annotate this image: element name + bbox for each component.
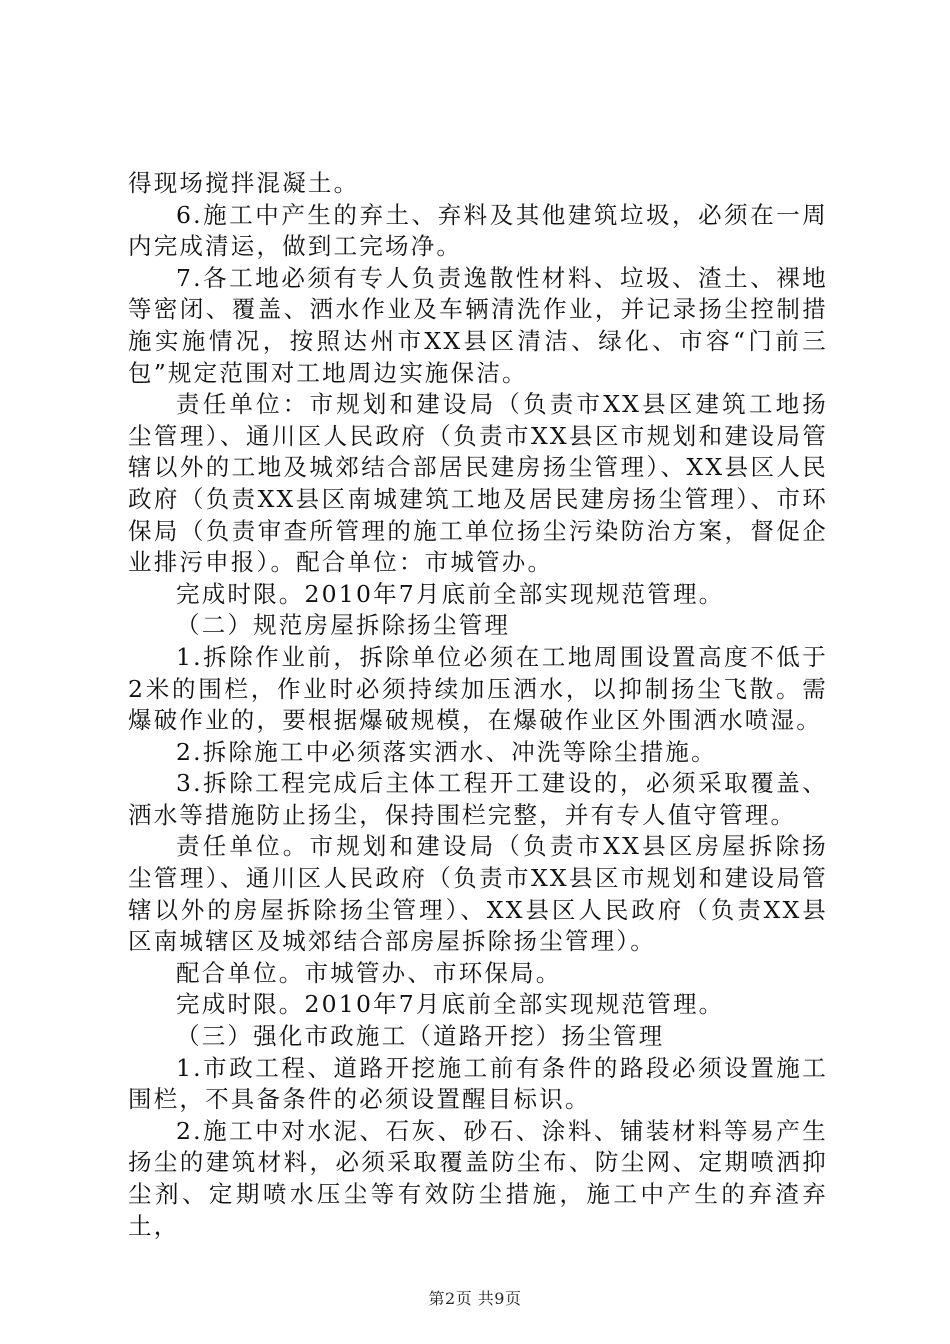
paragraph-item-6: 6.施工中产生的弃土、弃料及其他建筑垃圾，必须在一周内完成清运，做到工完场净。 xyxy=(128,200,828,261)
paragraph-item-7: 7.各工地必须有专人负责逸散性材料、垃圾、渣土、裸地等密闭、覆盖、洒水作业及车辆清洗作业，并记录扬尘控制措施实施情况，按照达州市XX县区清洁、绿化、市容“门前三包”规定范围对工地周边实施保洁。 xyxy=(128,263,828,387)
paragraph-continuation: 得现场搅拌混凝土。 xyxy=(128,169,360,197)
paragraph-responsible-units-1: 责任单位：市规划和建设局（负责市XX县区建筑工地扬尘管理）、通川区人民政府（负责市XX县区市规划和建设局管辖以外的工地及城郊结合部居民建房扬尘管理）、XX县区人民政府（负责XX县区南城建筑工地及居民建房扬尘管理）、市环保局（负责审查所管理的施工单位扬尘污染防治方案，督促企业排污申报）。配合单位：市城管办。 xyxy=(128,390,828,577)
document-body xyxy=(128,168,828,1242)
page-number: 第2页 共9页 xyxy=(428,1289,522,1308)
paragraph-demolition-item-1: 1.拆除作业前，拆除单位必须在工地周围设置高度不低于2米的围栏，作业时必须持续加压洒水，以抑制扬尘飞散。需爆破作业的，要根据爆破规模，在爆破作业区外围洒水喷湿。 xyxy=(128,642,828,735)
section-heading-3: （三）强化市政施工（道路开挖）扬尘管理 xyxy=(176,1022,665,1051)
paragraph-deadline-2: 完成时限。2010年7月底前全部实现规范管理。 xyxy=(176,990,725,1019)
section-heading-2: （二）规范房屋拆除扬尘管理 xyxy=(176,611,511,640)
paragraph-responsible-units-2: 责任单位。市规划和建设局（负责市XX县区房屋拆除扬尘管理）、通川区人民政府（负责市XX县区市规划和建设局管辖以外的房屋拆除扬尘管理）、XX县区人民政府（负责XX县区南城辖区及城郊结合部房屋拆除扬尘管理）。 xyxy=(128,832,828,956)
paragraph-demolition-item-2: 2.拆除施工中必须落实洒水、冲洗等除尘措施。 xyxy=(176,737,717,766)
paragraph-demolition-item-3: 3.拆除工程完成后主体工程开工建设的，必须采取覆盖、洒水等措施防止扬尘，保持围栏完整，并有专人值守管理。 xyxy=(128,769,828,829)
paragraph-municipal-item-1: 1.市政工程、道路开挖施工前有条件的路段必须设置施工围栏，不具备条件的必须设置醒目标识。 xyxy=(128,1053,828,1114)
paragraph-municipal-item-2: 2.施工中对水泥、石灰、砂石、涂料、铺装材料等易产生扬尘的建筑材料，必须采取覆盖防尘布、防尘网、定期喷洒抑尘剂、定期喷水压尘等有效防尘措施，施工中产生的弃渣弃土， xyxy=(128,1116,828,1240)
paragraph-deadline-1: 完成时限。2010年7月底前全部实现规范管理。 xyxy=(176,579,725,608)
paragraph-cooperating-units-2: 配合单位。市城管办、市环保局。 xyxy=(176,958,562,987)
page-footer xyxy=(0,1286,950,1309)
